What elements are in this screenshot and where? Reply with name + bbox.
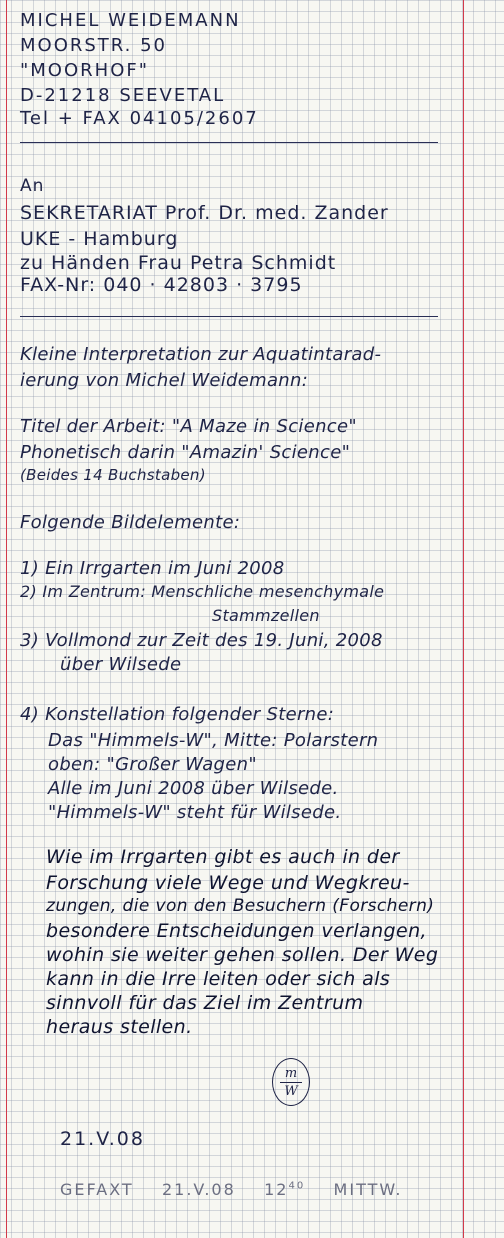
monogram-top: m [284,1065,298,1081]
element-item-4-line-2: Das "Himmels-W", Mitte: Polarstern [48,730,379,751]
intro-line-2: ierung von Michel Weidemann: [20,370,309,391]
fax-sent-note [60,1180,402,1199]
divider-middle [20,316,438,317]
fax-sent-weekday: MITTW. [333,1180,403,1199]
monogram-divider [280,1082,302,1083]
element-item-3-continued: über Wilsede [60,654,182,675]
sender-phone-fax: Tel + FAX 04105/2607 [20,108,259,129]
element-item-3: 3) Vollmond zur Zeit des 19. Juni, 2008 [20,630,383,651]
sender-house-name: "MOORHOF" [20,60,149,81]
element-item-1: 1) Ein Irrgarten im Juni 2008 [20,558,285,579]
conclusion-line-3: zungen, die von den Besuchern (Forschern) [46,896,435,916]
letter-date: 21.V.08 [60,1128,145,1150]
element-item-2: 2) Im Zentrum: Menschliche mesenchymale [20,582,385,601]
sender-city: D-21218 SEEVETAL [20,85,226,106]
conclusion-line-8: heraus stellen. [46,1016,193,1038]
element-item-4: 4) Konstellation folgender Sterne: [20,704,335,725]
fax-sent-minute: 40 [288,1180,306,1192]
conclusion-line-2: Forschung viele Wege und Wegkreu- [46,872,410,894]
sender-name: MICHEL WEIDEMANN [20,10,241,31]
recipient-line-3: zu Händen Frau Petra Schmidt [20,252,337,274]
element-item-4-line-3: oben: "Großer Wagen" [48,754,257,775]
conclusion-line-5: wohin sie weiter gehen sollen. Der Weg [46,944,439,966]
sender-street: MOORSTR. 50 [20,35,168,56]
recipient-to: An [20,176,45,196]
conclusion-line-4: besondere Entscheidungen verlangen, [46,920,427,942]
conclusion-line-7: sinnvoll für das Ziel im Zentrum [46,992,364,1014]
element-item-4-line-4: Alle im Juni 2008 über Wilsede. [48,778,339,799]
element-item-2-continued: Stammzellen [212,606,320,625]
artist-monogram [272,1058,310,1106]
recipient-line-1: SEKRETARIAT Prof. Dr. med. Zander [20,202,389,224]
divider-top [20,142,438,143]
monogram-bottom: W [284,1083,298,1099]
recipient-fax-number: FAX-Nr: 040 · 42803 · 3795 [20,274,303,296]
recipient-line-2: UKE - Hamburg [20,228,179,250]
elements-heading: Folgende Bildelemente: [20,512,241,533]
fax-sent-date: 21.V.08 [161,1180,236,1199]
title-line-3: (Beides 14 Buchstaben) [20,466,206,484]
element-item-4-line-5: "Himmels-W" steht für Wilsede. [48,802,342,823]
title-line-1: Titel der Arbeit: "A Maze in Science" [20,416,357,437]
fax-sent-label: GEFAXT [60,1180,134,1199]
intro-line-1: Kleine Interpretation zur Aquatintarad- [20,344,382,365]
conclusion-line-6: kann in die Irre leiten oder sich als [46,968,391,990]
conclusion-line-1: Wie im Irrgarten gibt es auch in der [46,846,400,868]
fax-sent-hour: 12 [264,1180,289,1199]
title-line-2: Phonetisch darin "Amazin' Science" [20,442,351,463]
